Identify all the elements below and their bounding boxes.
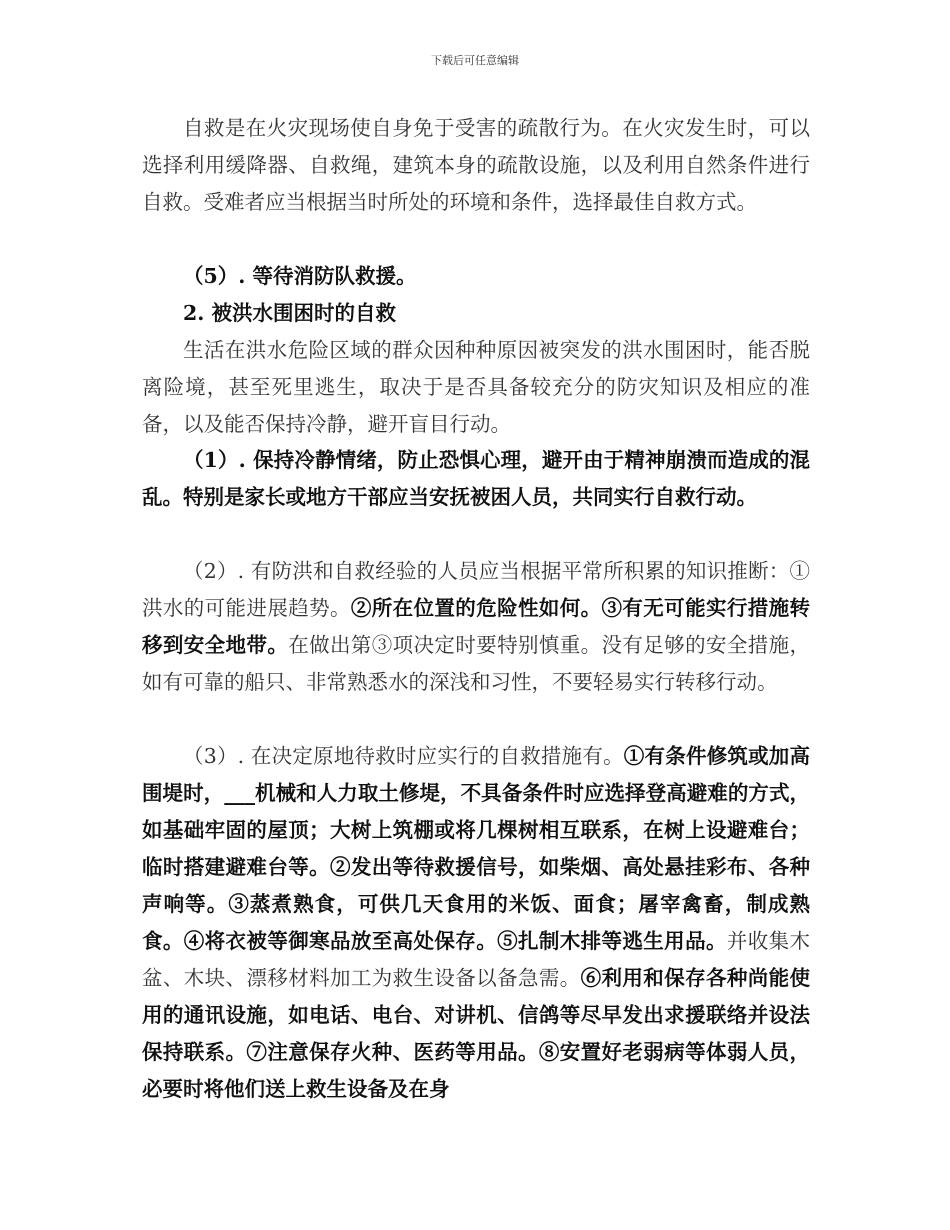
heading-wait-fire-brigade: （5）. 等待消防队救援。: [183, 264, 417, 288]
paragraph-judge-situation: [142, 553, 810, 701]
text-run-bold: ⑥利用和保存各种尚能使用的通讯设施，如电话、电台、对讲机、信鸽等尽早发出求援联络并设法保持联系。⑦注意保存火种、医药等用品。⑧安置好老弱病等体弱人员，必要时将他们送上救生设备及在身: [142, 966, 811, 1101]
page-header: 下载后可任意编辑: [431, 54, 519, 67]
paragraph-flood-intro: 生活在洪水危险区域的群众因种种原因被突发的洪水围困时，能否脱离险境，甚至死里逃生，取决于是否具备较充分的防灾知识及相应的准备，以及能否保持冷静，避开盲目行动。: [142, 338, 810, 436]
text-run: 在做出第③项决定时要特别慎重。没有足够的安全措施，如有可靠的船只、非常熟悉水的深浅和习性，不要轻易实行转移行动。: [142, 633, 811, 694]
section-heading-flood-self-rescue: 2. 被洪水围困时的自救: [183, 301, 397, 325]
text-run-bold: ①有条件修筑或加高围堤时，___机械和人力取土修堤，不具备条件时应选择登高避难的方式，如基础牢固的屋顶；大树上筑棚或将几棵树相互联系，在树上设避难台；临时搭建避难台等。②发出等待救援信号，如柴烟、高处悬挂彩布、各种声响等。③蒸煮熟食，可供几天食用的米饭、面食；屠宰禽畜，制成熟食。④将衣被等御寒品放至高处保存。⑤扎制木排等逃生用品。: [142, 744, 811, 953]
paragraph-self-rescue-measures: [142, 738, 810, 1108]
text-run-bold: ②所在位置的危险性如何。③有无可能实行措施转移到安全地带。: [142, 596, 811, 657]
text-run: 并收集木盆、木块、漂移材料加工为救生设备以备急需。: [142, 929, 811, 990]
paragraph-stay-calm: （1）. 保持冷静情绪，防止恐惧心理，避开由于精神崩溃而造成的混乱。特别是家长或地方干部应当安抚被困人员，共同实行自救行动。: [142, 448, 810, 509]
paragraph-fire-self-rescue: 自救是在火灾现场使自身免于受害的疏散行为。在火灾发生时，可以选择利用缓降器、自救绳，建筑本身的疏散设施，以及利用自然条件进行自救。受难者应当根据当时所处的环境和条件，选择最佳自救方式。: [142, 116, 810, 214]
text-run: （2）. 有防洪和自救经验的人员应当根据平常所积累的知识推断：①洪水的可能进展趋势。: [142, 559, 810, 620]
text-run: （3）. 在决定原地待救时应实行的自救措施有。: [183, 744, 624, 768]
